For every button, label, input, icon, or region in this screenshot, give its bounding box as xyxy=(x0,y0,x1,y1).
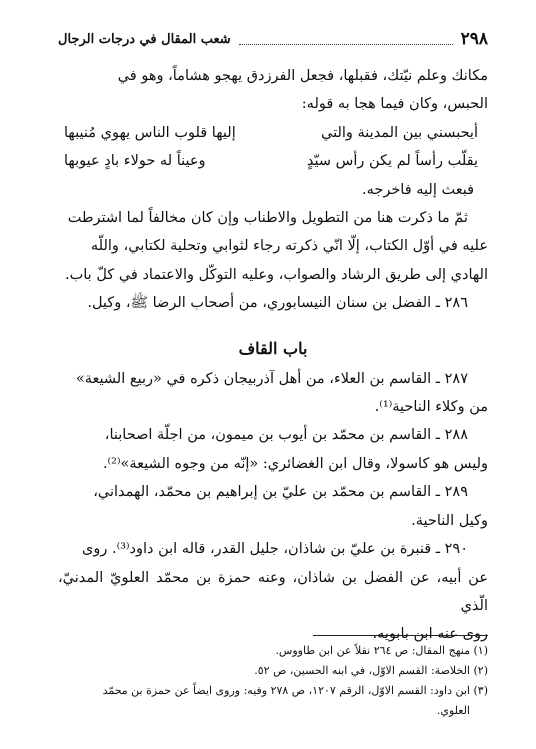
footnotes xyxy=(58,641,488,721)
entry-287: ٢٨٧ ـ القاسم بن العلاء، من أهل آذربيجان ذكره في «ربيع الشيعة» xyxy=(75,370,468,387)
body-line: روى عنه ابن بابويه. xyxy=(372,626,488,643)
entry-286: ٢٨٦ ـ الفضل بن سنان النيسابوري، من أصحاب الرضا ﷺ، وكيل. xyxy=(87,295,468,312)
body-line: وكيل الناحية. xyxy=(411,512,488,529)
verse-first-hemistich: أيحبسني بين المدينة والتي xyxy=(320,124,478,141)
body-line: ثمّ ما ذكرت هنا من التطويل والاطناب وإن كان مخالفاً لما اشترطت xyxy=(67,210,468,227)
entry-288: ٢٨٨ ـ القاسم بن محمّد بن أيوب بن ميمون، من اجلّة اصحابنا، xyxy=(104,427,468,444)
body-line: فبعث إليه فاخرجه. xyxy=(361,181,474,198)
body-line: وليس هو كاسولا، وقال ابن الغضائري: «إنّه من وجوه الشيعة»⁽²⁾. xyxy=(102,455,488,472)
header-leader-dots xyxy=(239,34,453,45)
body-line: عليه في أوّل الكتاب، إلّا انّي ذكرته رجاء لثوابي وتحلية لكتابي، واللّه xyxy=(90,238,488,255)
footnote-3: (٣) ابن داود: القسم الاوّل، الرقم ١٢٠٧، ص ٢٧٨ وفيه: وروى ايضاً عن حمزة بن محمّد xyxy=(102,684,488,697)
poem-verse-2 xyxy=(58,147,488,175)
entry-290: ٢٩٠ ـ قنبرة بن عليّ بن شاذان، جليل القدر، قاله ابن داود⁽³⁾. روى xyxy=(82,541,468,558)
poem-verse-1 xyxy=(58,119,488,147)
verse-first-hemistich: يقلّب رأساً لم يكن رأس سيّدٍ xyxy=(306,153,478,170)
entry-289: ٢٨٩ ـ القاسم بن محمّد بن عليّ بن إبراهيم بن محمّد، الهمداني، xyxy=(93,484,468,501)
footnote-2: (٢) الخلاصة: القسم الاوّل، في ابنه الحسين، ص ٥٢. xyxy=(254,664,488,677)
body-line: الهادي إلى طريق الرشاد والصواب، وعليه التوكّل والاعتماد في كلّ باب. xyxy=(65,266,488,283)
footnote-separator xyxy=(313,635,488,636)
running-title: شعب المقال في درجات الرجال xyxy=(58,31,231,47)
footnote-1: (١) منهج المقال: ص ٢٦٤ نقلاً عن ابن طاووس. xyxy=(275,644,488,657)
body-line: عن أبيه، عن الفضل بن شاذان، وعنه حمزة بن محمّد العلويّ المدنيّ، الّذي xyxy=(58,569,488,614)
section-heading: باب القاف xyxy=(238,338,308,358)
verse-second-hemistich: وعيناً له حولاء بادٍ عيوبها xyxy=(64,153,206,170)
footnote-3-continuation: العلوي. xyxy=(436,704,470,717)
verse-second-hemistich: إليها قلوب الناس يهوي مُنيبها xyxy=(64,124,236,141)
body-line: مكانك وعلم نيّتك، فقبلها، فجعل الفرزدق يهجو هشاماً، وهو في xyxy=(117,68,488,84)
body-line: من وكلاء الناحية⁽¹⁾. xyxy=(374,399,488,416)
page-header xyxy=(58,28,488,50)
page-number: ٢٩٨ xyxy=(460,29,488,49)
page-body xyxy=(58,62,488,649)
body-line: الحبس، وكان فيما هجا به قوله: xyxy=(301,96,488,113)
